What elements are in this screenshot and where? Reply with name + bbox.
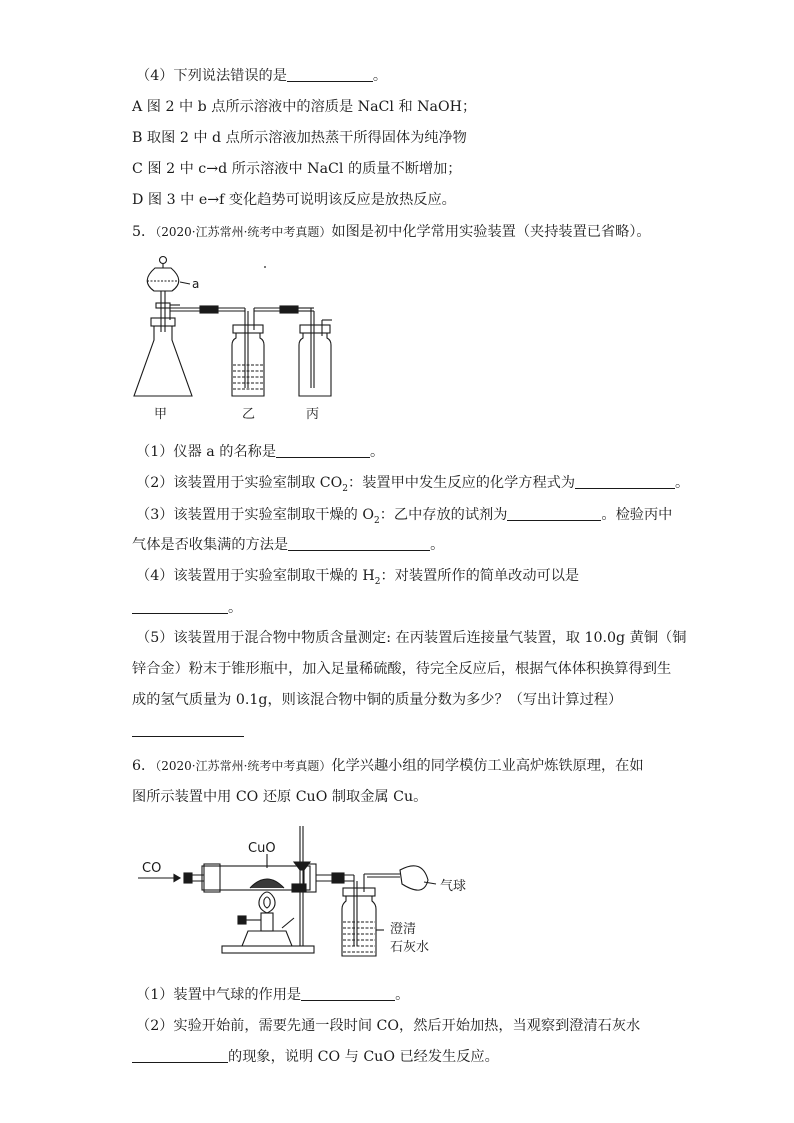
q5-part5-line2: 锌合金）粉末于锥形瓶中，加入足量稀硫酸，待完全反应后，根据气体体积换算得到生 xyxy=(132,661,672,677)
q6-stem-line1: 6．（2020·江苏常州·统考中考真题）化学兴趣小组的同学模仿工业高炉炼铁原理，在如 xyxy=(132,758,644,774)
q6-label-co: CO xyxy=(142,861,162,876)
q4-option-a[interactable]: A 图 2 中 b 点所示溶液中的溶质是 NaCl 和 NaOH； xyxy=(132,99,477,115)
q5-label-bing: 丙 xyxy=(306,407,320,422)
q5-part4-blank[interactable] xyxy=(132,598,228,614)
q5-part3-line2: 气体是否收集满的方法是 。 xyxy=(132,537,445,553)
q6-part1-blank[interactable] xyxy=(301,985,395,1001)
q6-part2-line1: （2）实验开始前，需要先通一段时间 CO，然后开始加热，当观察到澄清石灰水 xyxy=(136,1018,641,1034)
q5-part3-blank-2[interactable] xyxy=(288,535,430,551)
q4-option-b[interactable]: B 取图 2 中 d 点所示溶液加热蒸干所得固体为纯净物 xyxy=(132,130,467,146)
q5-part5-line3: 成的氢气质量为 0.1g，则该混合物中铜的质量分数为多少？（写出计算过程） xyxy=(132,692,623,708)
q5-label-a: a xyxy=(192,277,200,291)
q5-part5-line1: （5）该装置用于混合物中物质含量测定: 在丙装置后连接量气装置，取 10.0g 黄铜（铜 xyxy=(136,630,687,646)
q5-part4-line2: 。 xyxy=(132,598,242,618)
q4-option-c[interactable]: C 图 2 中 c→d 所示溶液中 NaCl 的质量不断增加； xyxy=(132,161,462,177)
q5-number: 5． xyxy=(132,224,156,240)
q5-part1: （1）仪器 a 的名称是 。 xyxy=(136,444,385,460)
q6-number: 6． xyxy=(132,758,156,774)
q6-source: （2020·江苏常州·统考中考真题） xyxy=(155,759,332,773)
q5-apparatus-figure xyxy=(130,248,370,426)
q5-part2-blank[interactable] xyxy=(575,473,675,489)
q6-part2-blank[interactable] xyxy=(132,1047,228,1063)
q6-label-balloon: 气球 xyxy=(440,879,467,894)
q5-part5-blank[interactable] xyxy=(132,721,244,737)
q4-option-d[interactable]: D 图 3 中 e→f 变化趋势可说明该反应是放热反应。 xyxy=(132,192,456,208)
q5-part4: （4）该装置用于实验室制取干燥的 $H_2$：对装置所作的简单改动可以是 xyxy=(136,568,580,587)
q6-part2-line2: 的现象，说明 CO 与 CuO 已经发生反应。 xyxy=(132,1047,499,1067)
q5-part1-blank[interactable] xyxy=(276,442,370,458)
q5-source: （2020·江苏常州·统考中考真题） xyxy=(155,225,332,239)
q5-part5-answer-line xyxy=(132,721,244,741)
q6-label-cuo: CuO xyxy=(248,841,276,856)
q6-stem-line2: 图所示装置中用 CO 还原 CuO 制取金属 Cu。 xyxy=(132,789,428,805)
q6-part1: （1）装置中气球的作用是 。 xyxy=(136,987,410,1003)
q6-label-limewater-1: 澄清 xyxy=(390,922,417,937)
q5-part2: （2）该装置用于实验室制取 $CO_2$：装置甲中发生反应的化学方程式为 。 xyxy=(136,475,690,494)
q5-label-jia: 甲 xyxy=(154,407,168,422)
q5-label-yi: 乙 xyxy=(242,407,256,422)
q5-part3-blank-1[interactable] xyxy=(507,505,601,521)
q5-stem: 5．（2020·江苏常州·统考中考真题）如图是初中化学常用实验装置（夹持装置已省略）。 xyxy=(132,224,651,240)
q6-label-limewater-2: 石灰水 xyxy=(390,940,430,955)
q4-stem: （4）下列说法错误的是 。 xyxy=(136,68,388,84)
q6-apparatus-figure xyxy=(132,818,482,963)
q4-answer-blank[interactable] xyxy=(287,66,373,82)
q5-part3-line1: （3）该装置用于实验室制取干燥的 $O_2$：乙中存放的试剂为 。检验丙中 xyxy=(136,507,673,526)
